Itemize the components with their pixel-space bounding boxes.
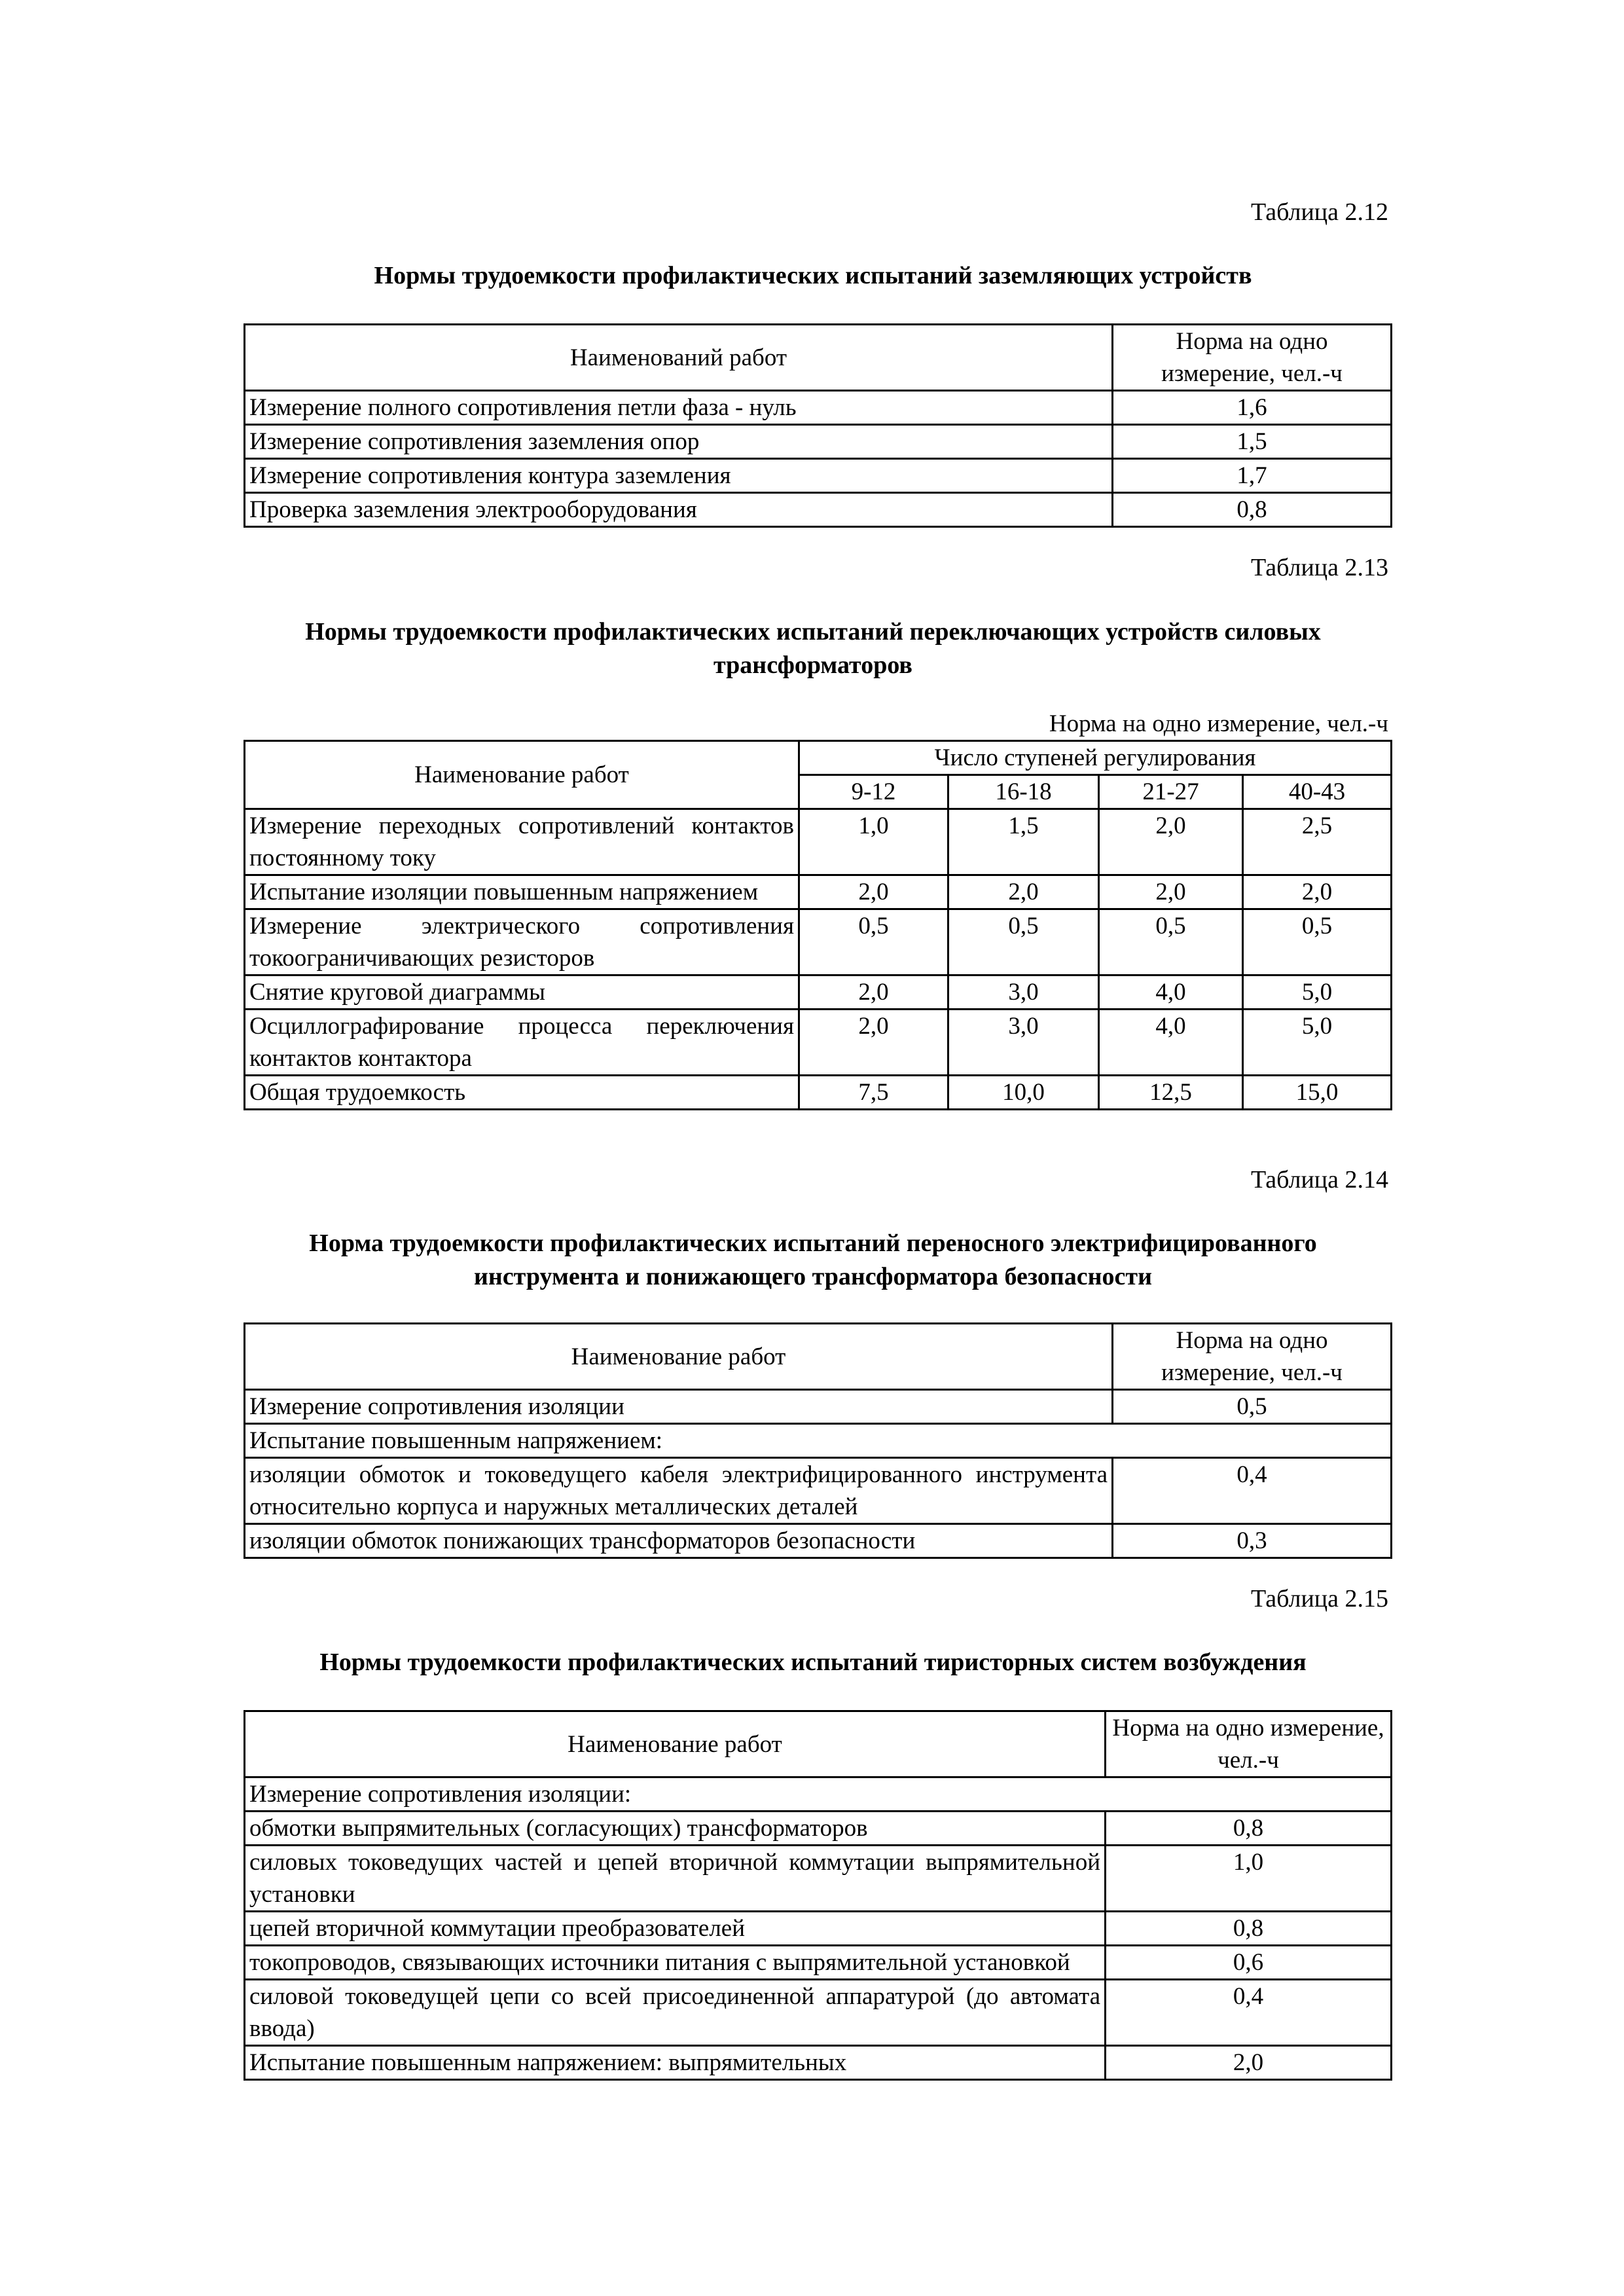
norm-value: 7,5: [799, 1076, 948, 1110]
work-name: силовой токоведущей цепи со всей присоединенной аппаратурой (до автомата ввода): [245, 1980, 1106, 2046]
norm-value: 2,0: [1106, 2046, 1392, 2080]
norm-value: 0,8: [1113, 493, 1392, 527]
norm-value: 0,8: [1106, 1812, 1392, 1846]
table-2-13-caption: Таблица 2.13: [1250, 554, 1388, 581]
section-heading: Испытание повышенным напряжением:: [245, 1424, 1392, 1458]
table-2-12-caption: Таблица 2.12: [1250, 198, 1388, 226]
header-steps-40-43: 40-43: [1243, 775, 1392, 809]
table-header-row: [245, 325, 1392, 391]
work-name: Проверка заземления электрооборудования: [245, 493, 1113, 527]
norm-value: 0,4: [1106, 1980, 1392, 2046]
table-row: [245, 1812, 1392, 1846]
table-2-13-title: Нормы трудоемкости профилактических испытаний переключающих устройств силовых трансформаторов: [305, 618, 1321, 679]
work-name: Измерение сопротивления заземления опор: [245, 425, 1113, 459]
work-name: Снятие круговой диаграммы: [245, 975, 799, 1010]
table-2-14-caption: Таблица 2.14: [1250, 1166, 1388, 1194]
table-row: [245, 809, 1392, 875]
norm-value: 0,5: [948, 909, 1099, 975]
norm-value: 12,5: [1099, 1076, 1243, 1110]
work-name: Измерение переходных сопротивлений контактов постоянному току: [245, 809, 799, 875]
table-2-15-title: Нормы трудоемкости профилактических испытаний тиристорных систем возбуждения: [319, 1649, 1307, 1676]
work-name: Измерение сопротивления изоляции: [245, 1390, 1113, 1424]
norm-value: 0,5: [799, 909, 948, 975]
table-2-13-unit-note: Норма на одно измерение, чел.-ч: [1049, 710, 1388, 737]
header-steps-21-27: 21-27: [1099, 775, 1243, 809]
table-2-13: [244, 740, 1392, 1110]
norm-value: 0,5: [1113, 1390, 1392, 1424]
norm-value: 4,0: [1099, 975, 1243, 1010]
table-row: [245, 975, 1392, 1010]
table-2-15: [244, 1710, 1392, 2081]
table-row: [245, 909, 1392, 975]
table-row: [245, 391, 1392, 425]
header-work-name: Наименование работ: [245, 1324, 1113, 1390]
section-heading: Измерение сопротивления изоляции:: [245, 1777, 1392, 1812]
table-2-12-title: Нормы трудоемкости профилактических испытаний заземляющих устройств: [374, 262, 1252, 289]
norm-value: 5,0: [1243, 975, 1392, 1010]
norm-value: 0,6: [1106, 1946, 1392, 1980]
work-name: силовых токоведущих частей и цепей вторичной коммутации выпрямительной установки: [245, 1846, 1106, 1912]
work-name: Испытание повышенным напряжением: выпрямительных: [245, 2046, 1106, 2080]
work-name: Испытание изоляции повышенным напряжением: [245, 875, 799, 909]
table-row: [245, 1912, 1392, 1946]
table-header-row: [245, 741, 1392, 775]
norm-value: 2,0: [799, 875, 948, 909]
table-row: [245, 1076, 1392, 1110]
work-name: токопроводов, связывающих источники питания с выпрямительной установкой: [245, 1946, 1106, 1980]
norm-value: 15,0: [1243, 1076, 1392, 1110]
table-2-15-caption: Таблица 2.15: [1250, 1585, 1388, 1613]
header-norm: Норма на одно измерение, чел.-ч: [1113, 325, 1392, 391]
table-row: [245, 493, 1392, 527]
norm-value: 0,3: [1113, 1524, 1392, 1558]
norm-value: 1,0: [1106, 1846, 1392, 1912]
header-norm: Норма на одно измерение, чел.-ч: [1106, 1711, 1392, 1777]
table-2-12: [244, 323, 1392, 528]
table-row: [245, 1777, 1392, 1812]
header-steps-9-12: 9-12: [799, 775, 948, 809]
table-row: [245, 2046, 1392, 2080]
header-work-name: Наименование работ: [245, 1711, 1106, 1777]
norm-value: 0,4: [1113, 1458, 1392, 1524]
norm-value: 0,5: [1099, 909, 1243, 975]
norm-value: 2,0: [948, 875, 1099, 909]
norm-value: 10,0: [948, 1076, 1099, 1110]
table-row: [245, 1946, 1392, 1980]
table-row: [245, 425, 1392, 459]
table-2-14: [244, 1322, 1392, 1559]
norm-value: 3,0: [948, 975, 1099, 1010]
header-regulation-steps: Число ступеней регулирования: [799, 741, 1392, 775]
table-row: [245, 1424, 1392, 1458]
table-row: [245, 1010, 1392, 1076]
table-row: [245, 1390, 1392, 1424]
norm-value: 1,0: [799, 809, 948, 875]
norm-value: 1,6: [1113, 391, 1392, 425]
table-row: [245, 459, 1392, 493]
norm-value: 2,0: [1243, 875, 1392, 909]
norm-value: 1,7: [1113, 459, 1392, 493]
norm-value: 3,0: [948, 1010, 1099, 1076]
norm-value: 0,5: [1243, 909, 1392, 975]
norm-value: 1,5: [1113, 425, 1392, 459]
work-name: Измерение электрического сопротивления токоограничивающих резисторов: [245, 909, 799, 975]
work-name: Измерение сопротивления контура заземления: [245, 459, 1113, 493]
table-row: [245, 1980, 1392, 2046]
work-name: обмотки выпрямительных (согласующих) трансформаторов: [245, 1812, 1106, 1846]
work-name: Осциллографирование процесса переключения контактов контактора: [245, 1010, 799, 1076]
norm-value: 2,0: [799, 975, 948, 1010]
header-work-name: Наименований работ: [245, 325, 1113, 391]
work-name: изоляции обмоток и токоведущего кабеля электрифицированного инструмента относительно корпуса и наружных металлических деталей: [245, 1458, 1113, 1524]
norm-value: 4,0: [1099, 1010, 1243, 1076]
header-work-name: Наименование работ: [245, 741, 799, 809]
table-row: [245, 1458, 1392, 1524]
table-row: [245, 1846, 1392, 1912]
norm-value: 5,0: [1243, 1010, 1392, 1076]
work-name: изоляции обмоток понижающих трансформаторов безопасности: [245, 1524, 1113, 1558]
header-norm: Норма на одно измерение, чел.-ч: [1113, 1324, 1392, 1390]
norm-value: 2,0: [1099, 875, 1243, 909]
work-name: Измерение полного сопротивления петли фаза - нуль: [245, 391, 1113, 425]
header-steps-16-18: 16-18: [948, 775, 1099, 809]
norm-value: 1,5: [948, 809, 1099, 875]
work-name: Общая трудоемкость: [245, 1076, 799, 1110]
table-row: [245, 875, 1392, 909]
table-2-14-title: Норма трудоемкости профилактических испытаний переносного электрифицированного инструмента и понижающего трансформатора безопасности: [309, 1230, 1317, 1290]
norm-value: 2,5: [1243, 809, 1392, 875]
norm-value: 0,8: [1106, 1912, 1392, 1946]
table-row: [245, 1524, 1392, 1558]
table-header-row: [245, 1711, 1392, 1777]
norm-value: 2,0: [799, 1010, 948, 1076]
norm-value: 2,0: [1099, 809, 1243, 875]
table-header-row: [245, 1324, 1392, 1390]
work-name: цепей вторичной коммутации преобразователей: [245, 1912, 1106, 1946]
